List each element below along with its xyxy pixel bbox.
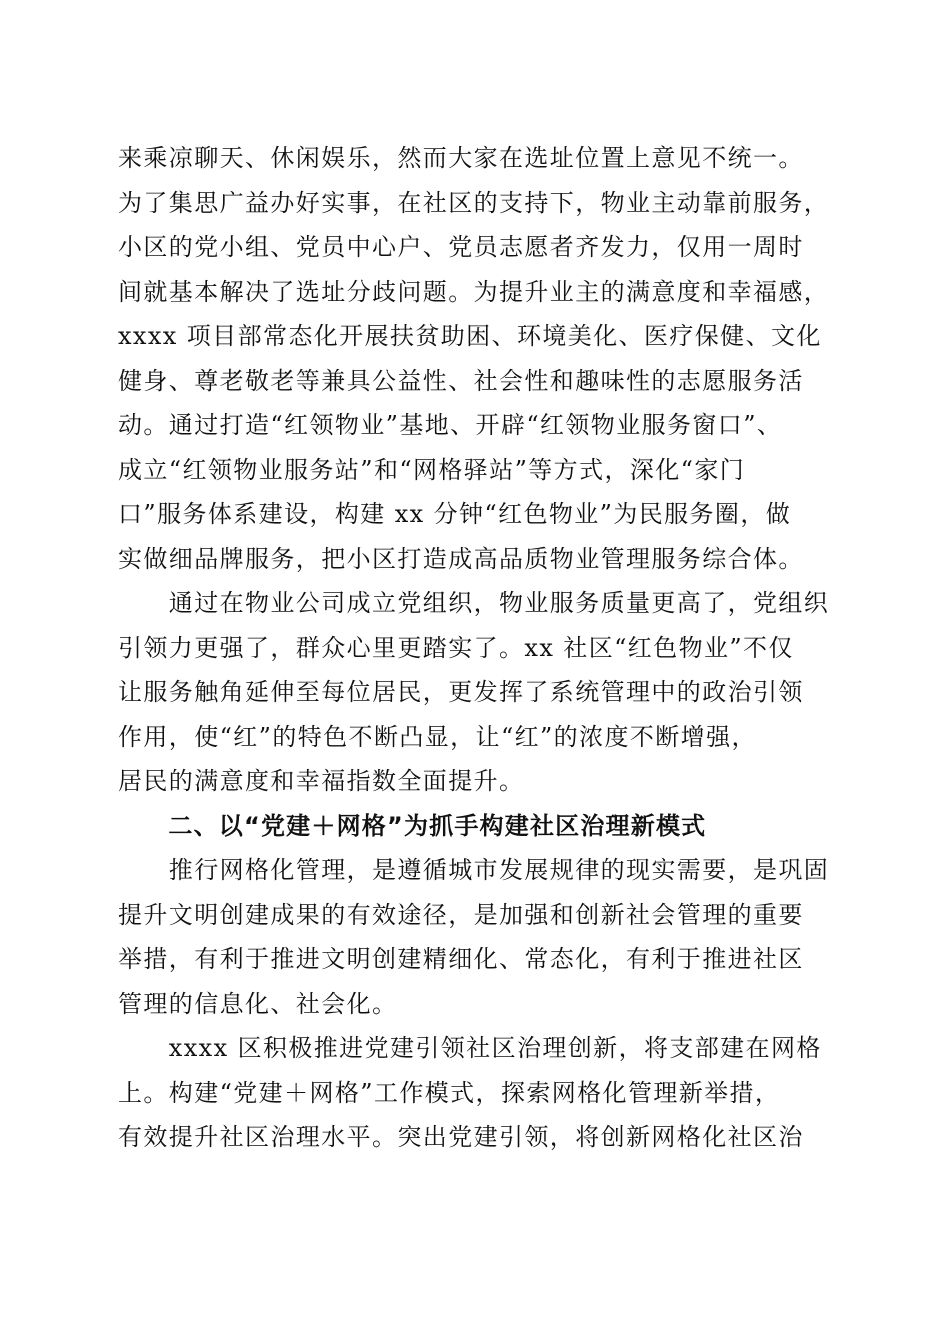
text-line: 作用，使“红”的特色不断凸显，让“红”的浓度不断增强， <box>118 722 757 751</box>
text-line: 为了集思广益办好实事，在社区的支持下，物业主动靠前服务， <box>118 188 830 217</box>
text-line: 引领力更强了，群众心里更踏实了。xx 社区“红色物业”不仅 <box>118 633 794 662</box>
text-line: 健身、尊老敬老等兼具公益性、社会性和趣味性的志愿服务活 <box>118 366 804 395</box>
document-body <box>118 136 838 1160</box>
text-line: 管理的信息化、社会化。 <box>118 989 398 1018</box>
text-line: 上。构建“党建＋网格”工作模式，探索网格化管理新举措， <box>118 1078 781 1107</box>
paragraph-start-line: xxxx 区积极推进党建引领社区治理创新，将支部建在网格 <box>118 1034 822 1062</box>
text-line: 有效提升社区治理水平。突出党建引领，将创新网格化社区治 <box>118 1123 804 1151</box>
text-line: 来乘凉聊天、休闲娱乐，然而大家在选址位置上意见不统一。 <box>118 144 804 172</box>
paragraph-start-line: 通过在物业公司成立党组织，物业服务质量更高了，党组织 <box>118 589 830 617</box>
text-line: 举措，有利于推进文明创建精细化、常态化，有利于推进社区 <box>118 945 804 973</box>
text-line: 实做细品牌服务，把小区打造成高品质物业管理服务综合体。 <box>118 544 804 573</box>
text-line: 小区的党小组、党员中心户、党员志愿者齐发力，仅用一周时 <box>118 233 804 261</box>
section-heading: 二、以“党建＋网格”为抓手构建社区治理新模式 <box>118 811 707 840</box>
text-line: 成立“红领物业服务站”和“网格驿站”等方式，深化“家门 <box>118 455 746 484</box>
text-line: 口”服务体系建设，构建 xx 分钟“红色物业”为民服务圈，做 <box>118 500 792 528</box>
text-line: 居民的满意度和幸福指数全面提升。 <box>118 767 525 795</box>
text-line: 动。通过打造“红领物业”基地、开辟“红领物业服务窗口”、 <box>118 411 783 439</box>
text-line: 间就基本解决了选址分歧问题。为提升业主的满意度和幸福感， <box>118 277 830 306</box>
text-line: 让服务触角延伸至每位居民，更发挥了系统管理中的政治引领 <box>118 678 804 706</box>
text-line: 提升文明创建成果的有效途径，是加强和创新社会管理的重要 <box>118 900 804 929</box>
paragraph-start-line: 推行网格化管理，是遵循城市发展规律的现实需要，是巩固 <box>118 856 830 884</box>
text-line: xxxx 项目部常态化开展扶贫助困、环境美化、医疗保健、文化 <box>118 322 822 350</box>
